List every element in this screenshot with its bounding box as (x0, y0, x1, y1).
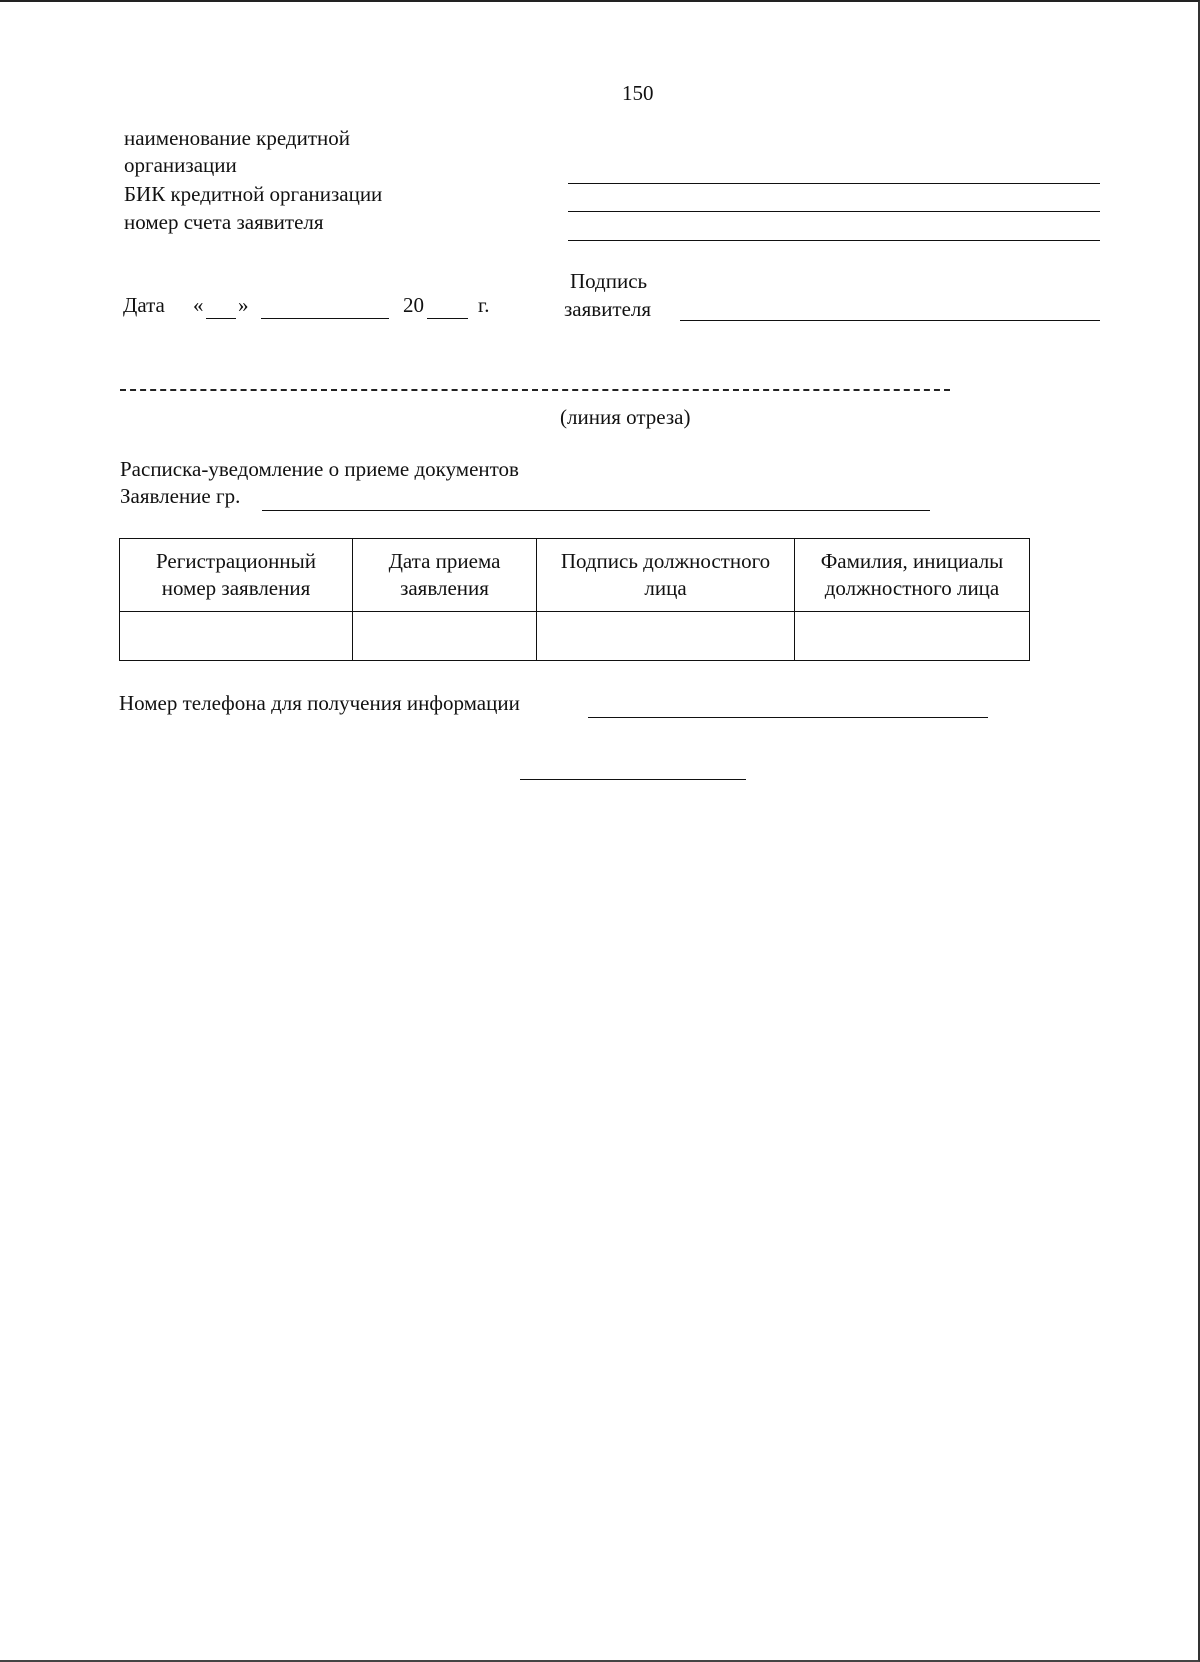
header-receipt-date (353, 539, 537, 612)
header-official-signature-line1: Подпись должностного (560, 549, 771, 573)
date-label: Дата (123, 293, 165, 317)
bik-field[interactable] (568, 211, 1100, 212)
bank-name-label-line2: организации (124, 153, 237, 177)
header-official-name (795, 539, 1030, 612)
bank-name-label-line1: наименование кредитной (124, 126, 350, 150)
cell-registration-number[interactable] (120, 612, 353, 661)
receipt-title: Расписка-уведомление о приеме документов (120, 457, 519, 481)
header-receipt-date-line2: заявления (400, 576, 489, 600)
header-registration-number (120, 539, 353, 612)
header-receipt-date-line1: Дата приема (388, 549, 501, 573)
date-year-field[interactable] (427, 318, 468, 319)
bank-name-field[interactable] (568, 183, 1100, 184)
date-year-prefix: 20 (403, 293, 424, 317)
signature-label-line1: Подпись (570, 269, 648, 293)
receipt-table-header-row (120, 539, 1030, 612)
date-close-quote: » (238, 293, 249, 317)
end-separator (520, 779, 746, 780)
date-open-quote: « (193, 293, 204, 317)
signature-label-line2: заявителя (564, 297, 652, 321)
account-number-label: номер счета заявителя (124, 210, 324, 234)
account-number-field[interactable] (568, 240, 1100, 241)
bik-label: БИК кредитной организации (124, 182, 383, 206)
applicant-name-field[interactable] (262, 510, 930, 511)
date-year-suffix: г. (478, 293, 490, 317)
signature-field[interactable] (680, 320, 1100, 321)
date-day-field[interactable] (206, 318, 236, 319)
page-number: 150 (622, 81, 654, 105)
header-official-signature-line2: лица (644, 576, 687, 600)
receipt-table (119, 538, 1030, 661)
cell-official-name[interactable] (795, 612, 1030, 661)
header-registration-number-line2: номер заявления (161, 576, 311, 600)
cell-receipt-date[interactable] (353, 612, 537, 661)
phone-label: Номер телефона для получения информации (119, 691, 520, 715)
cut-line (120, 389, 950, 391)
header-registration-number-line1: Регистрационный (156, 549, 316, 573)
header-official-name-line1: Фамилия, инициалы (820, 549, 1004, 573)
cut-line-label: (линия отреза) (560, 405, 691, 429)
date-month-field[interactable] (261, 318, 389, 319)
header-official-signature (537, 539, 795, 612)
applicant-label: Заявление гр. (120, 484, 241, 508)
header-official-name-line2: должностного лица (824, 576, 1000, 600)
table-row (120, 612, 1030, 661)
phone-field[interactable] (588, 717, 988, 718)
cell-official-signature[interactable] (537, 612, 795, 661)
